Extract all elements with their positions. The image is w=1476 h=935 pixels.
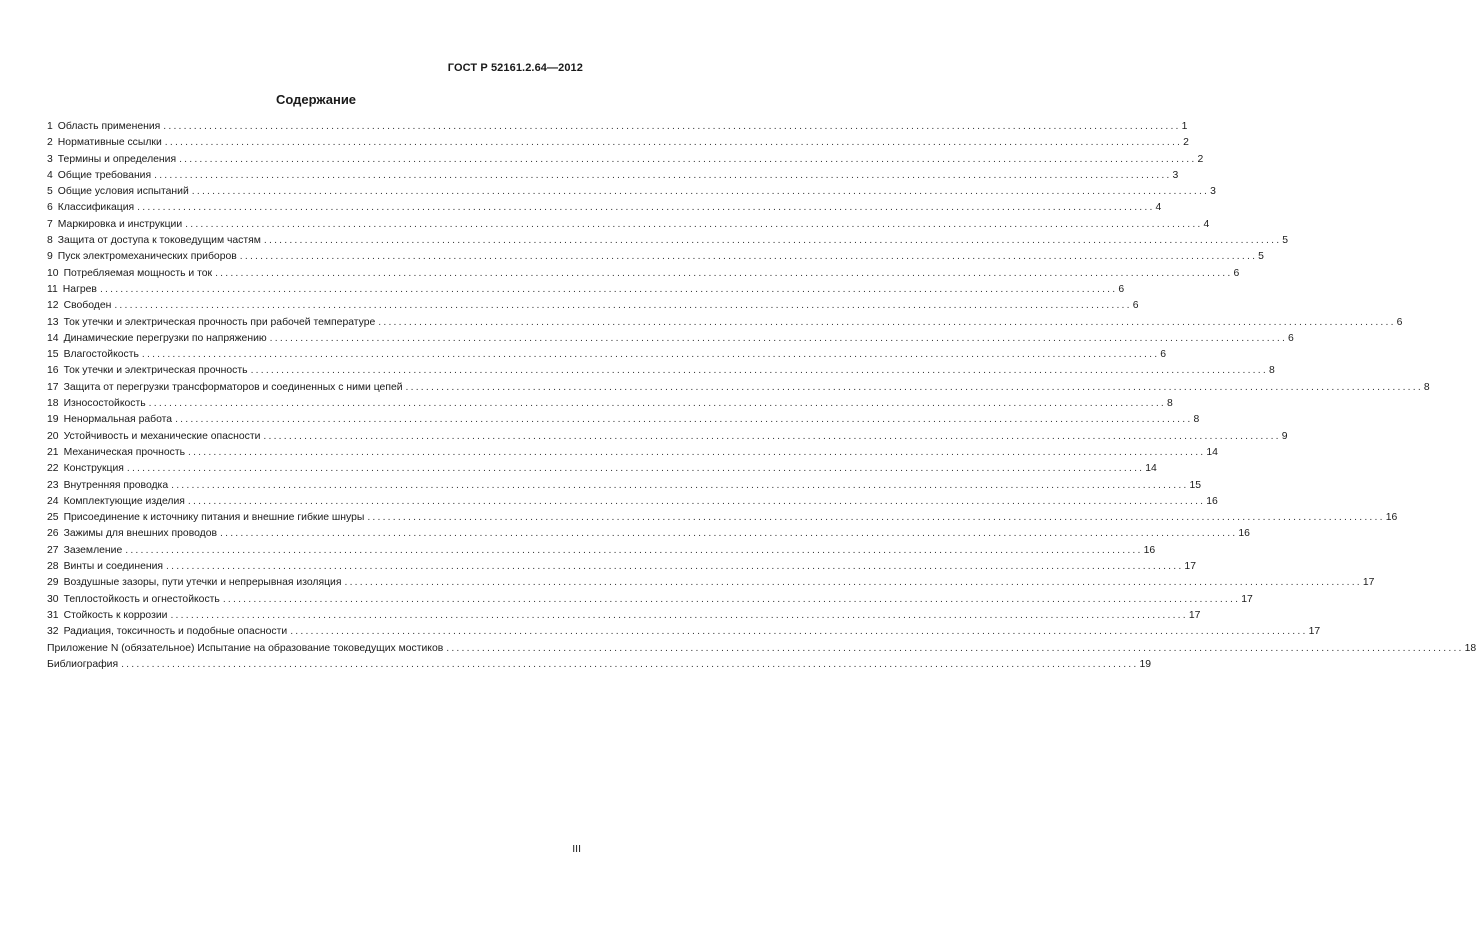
toc-list xyxy=(47,119,1476,673)
toc-entry-page: 8 xyxy=(1167,398,1173,410)
toc-entry[interactable] xyxy=(47,494,1218,510)
toc-entry-number: 17 xyxy=(47,381,59,393)
toc-entry-label: Общие требования xyxy=(57,169,152,181)
toc-entry[interactable] xyxy=(47,608,1201,624)
toc-entry-label: Механическая прочность xyxy=(63,446,185,458)
toc-leader-dots: ........................................................................................................................................................................................................ xyxy=(121,658,1139,670)
toc-entry-page: 6 xyxy=(1288,332,1294,344)
toc-leader-dots: ........................................................................................................................................................................................................ xyxy=(290,626,1308,638)
toc-entry-page: 2 xyxy=(1197,153,1204,165)
toc-leader-dots: ........................................................................................................................................................................................................ xyxy=(187,495,1206,507)
toc-entry-label: Маркировка и инструкции xyxy=(57,218,183,230)
toc-entry[interactable] xyxy=(47,412,1200,428)
toc-leader-dots: ........................................................................................................................................................................................................ xyxy=(185,218,1203,230)
toc-entry-page: 4 xyxy=(1155,202,1162,214)
toc-entry-number: 3 xyxy=(47,153,53,165)
toc-entry-label: Присоединение к источнику питания и внешние гибкие шнуры xyxy=(63,512,365,524)
toc-entry[interactable] xyxy=(47,461,1157,477)
toc-entry-number: 16 xyxy=(47,365,59,377)
toc-leader-dots: ........................................................................................................................................................................................................ xyxy=(163,121,1181,132)
toc-entry-number: 7 xyxy=(47,218,53,230)
toc-entry[interactable] xyxy=(47,657,1152,673)
toc-entry-page: 3 xyxy=(1210,186,1216,198)
toc-entry[interactable] xyxy=(47,526,1250,542)
toc-entry-number: 29 xyxy=(47,577,59,589)
toc-entry-label: Комплектующие изделия xyxy=(63,495,185,507)
toc-entry-number: 15 xyxy=(47,349,59,361)
toc-entry-page: 5 xyxy=(1282,235,1289,247)
toc-entry[interactable] xyxy=(47,575,1375,591)
toc-leader-dots: ........................................................................................................................................................................................................ xyxy=(263,430,1281,442)
toc-leader-dots: ........................................................................................................................................................................................................ xyxy=(378,316,1396,328)
toc-entry-page: 6 xyxy=(1160,349,1167,361)
toc-leader-dots: ........................................................................................................................................................................................................ xyxy=(367,512,1385,524)
toc-leader-dots: ........................................................................................................................................................................................................ xyxy=(137,202,1155,214)
toc-entry[interactable] xyxy=(47,641,1476,657)
toc-entry-number: 1 xyxy=(47,121,53,132)
toc-leader-dots: ........................................................................................................................................................................................................ xyxy=(125,544,1143,556)
toc-entry-number: 28 xyxy=(47,561,59,573)
toc-entry-page: 5 xyxy=(1258,251,1264,263)
toc-entry-number: 23 xyxy=(47,479,59,491)
toc-entry-number: 32 xyxy=(47,626,59,638)
toc-entry[interactable] xyxy=(47,559,1196,575)
toc-entry-label: Воздушные зазоры, пути утечки и непрерывная изоляция xyxy=(63,577,342,589)
toc-entry-label: Ток утечки и электрическая прочность при рабочей температуре xyxy=(63,316,376,328)
toc-entry[interactable] xyxy=(47,184,1216,200)
toc-entry-label: Свободен xyxy=(63,300,112,312)
toc-entry-label: Термины и определения xyxy=(57,153,177,165)
toc-entry[interactable] xyxy=(47,298,1139,314)
toc-entry-label: Конструкция xyxy=(63,463,124,475)
toc-entry[interactable] xyxy=(47,135,1189,151)
toc-entry[interactable] xyxy=(47,282,1125,298)
toc-entry-label: Радиация, токсичность и подобные опасности xyxy=(63,626,288,638)
toc-entry[interactable] xyxy=(47,380,1430,396)
toc-leader-dots: ........................................................................................................................................................................................................ xyxy=(148,398,1167,410)
toc-entry-label: Защита от перегрузки трансформаторов и соединенных с ними цепей xyxy=(63,381,403,393)
toc-entry-label: Теплостойкость и огнестойкость xyxy=(63,593,220,605)
toc-leader-dots: ........................................................................................................................................................................................................ xyxy=(99,283,1118,295)
toc-leader-dots: ........................................................................................................................................................................................................ xyxy=(215,267,1233,279)
toc-entry-page: 6 xyxy=(1233,267,1240,279)
toc-entry-page: 16 xyxy=(1206,495,1218,507)
toc-entry-label: Приложение N (обязательное) Испытание на образование токоведущих мостиков xyxy=(47,642,444,654)
toc-entry[interactable] xyxy=(47,217,1210,233)
toc-entry-page: 18 xyxy=(1464,642,1476,654)
toc-entry-label: Защита от доступа к токоведущим частям xyxy=(57,235,261,247)
toc-entry-page: 15 xyxy=(1189,479,1202,491)
toc-entry-label: Ненормальная работа xyxy=(63,414,173,426)
toc-entry-page: 17 xyxy=(1241,593,1253,605)
toc-leader-dots: ........................................................................................................................................................................................................ xyxy=(175,414,1193,426)
toc-entry-page: 6 xyxy=(1132,300,1139,312)
standard-code: ГОСТ Р 52161.2.64—2012 xyxy=(447,62,583,74)
toc-entry-page: 17 xyxy=(1308,626,1321,638)
toc-entry[interactable] xyxy=(47,347,1167,363)
page-number: III xyxy=(572,843,581,855)
toc-entry-page: 8 xyxy=(1268,365,1275,377)
toc-entry-label: Ток утечки и электрическая прочность xyxy=(63,365,248,377)
toc-entry[interactable] xyxy=(47,152,1204,168)
toc-leader-dots: ........................................................................................................................................................................................................ xyxy=(188,446,1206,458)
toc-entry-number: 30 xyxy=(47,593,59,605)
toc-entry-label: Нагрев xyxy=(62,283,97,295)
toc-entry-number: 31 xyxy=(47,609,59,621)
toc-entry-page: 17 xyxy=(1184,561,1196,573)
toc-entry-page: 14 xyxy=(1206,446,1218,458)
toc-leader-dots: ........................................................................................................................................................................................................ xyxy=(170,609,1188,621)
toc-entry-page: 16 xyxy=(1143,544,1156,556)
toc-entry-number: 25 xyxy=(47,512,59,524)
toc-entry[interactable] xyxy=(47,119,1188,135)
toc-entry[interactable] xyxy=(47,396,1173,412)
toc-entry-number: 11 xyxy=(47,283,58,295)
toc-leader-dots: ........................................................................................................................................................................................................ xyxy=(166,561,1184,573)
toc-entry-label: Износостойкость xyxy=(63,398,146,410)
toc-entry-label: Стойкость к коррозии xyxy=(63,609,168,621)
toc-leader-dots: ........................................................................................................................................................................................................ xyxy=(250,365,1268,377)
toc-leader-dots: ........................................................................................................................................................................................................ xyxy=(263,235,1282,247)
toc-leader-dots: ........................................................................................................................................................................................................ xyxy=(220,528,1238,540)
toc-entry-page: 4 xyxy=(1203,218,1210,230)
toc-entry-page: 8 xyxy=(1193,414,1200,426)
toc-entry[interactable] xyxy=(47,249,1264,265)
toc-leader-dots: ........................................................................................................................................................................................................ xyxy=(179,153,1197,165)
toc-entry[interactable] xyxy=(47,478,1202,494)
toc-entry-number: 4 xyxy=(47,169,53,181)
toc-entry[interactable] xyxy=(47,510,1398,526)
toc-entry[interactable] xyxy=(47,315,1403,331)
toc-entry-label: Библиография xyxy=(47,658,119,670)
toc-leader-dots: ........................................................................................................................................................................................................ xyxy=(154,169,1172,181)
toc-entry-page: 8 xyxy=(1423,381,1430,393)
toc-entry-page: 1 xyxy=(1181,121,1188,132)
toc-entry-number: 12 xyxy=(47,300,59,312)
toc-entry-page: 16 xyxy=(1238,528,1250,540)
toc-leader-dots: ........................................................................................................................................................................................................ xyxy=(239,251,1258,263)
toc-entry-page: 9 xyxy=(1281,430,1288,442)
toc-entry-number: 14 xyxy=(47,332,59,344)
toc-entry[interactable] xyxy=(47,429,1288,445)
toc-entry[interactable] xyxy=(47,543,1156,559)
toc-entry-number: 2 xyxy=(47,137,53,149)
toc-entry[interactable] xyxy=(47,233,1289,249)
toc-entry-number: 24 xyxy=(47,495,59,507)
toc-entry-label: Пуск электромеханических приборов xyxy=(57,251,237,263)
toc-entry-page: 19 xyxy=(1139,658,1152,670)
toc-entry-page: 6 xyxy=(1396,316,1403,328)
toc-leader-dots: ........................................................................................................................................................................................................ xyxy=(141,349,1160,361)
toc-entry-label: Влагостойкость xyxy=(63,349,139,361)
toc-entry-label: Винты и соединения xyxy=(63,561,164,573)
toc-entry-number: 21 xyxy=(47,446,59,458)
toc-title: Содержание xyxy=(275,92,357,107)
toc-entry-label: Устойчивость и механические опасности xyxy=(63,430,261,442)
toc-entry-label: Внутренняя проводка xyxy=(63,479,169,491)
toc-leader-dots: ........................................................................................................................................................................................................ xyxy=(269,332,1288,344)
toc-entry-number: 27 xyxy=(47,544,59,556)
toc-leader-dots: ........................................................................................................................................................................................................ xyxy=(344,577,1362,589)
toc-leader-dots: ........................................................................................................................................................................................................ xyxy=(126,463,1145,475)
toc-entry-label: Потребляемая мощность и ток xyxy=(63,267,213,279)
toc-entry-label: Общие условия испытаний xyxy=(57,186,189,198)
toc-leader-dots: ........................................................................................................................................................................................................ xyxy=(164,137,1183,149)
toc-leader-dots: ........................................................................................................................................................................................................ xyxy=(405,381,1423,393)
toc-entry-number: 9 xyxy=(47,251,53,263)
toc-entry-number: 5 xyxy=(47,186,53,198)
toc-leader-dots: ........................................................................................................................................................................................................ xyxy=(446,642,1464,654)
toc-entry-number: 26 xyxy=(47,528,59,540)
toc-entry-number: 20 xyxy=(47,430,59,442)
toc-entry-number: 6 xyxy=(47,202,53,214)
toc-entry-page: 3 xyxy=(1172,169,1179,181)
toc-entry[interactable] xyxy=(47,624,1321,640)
toc-entry-page: 17 xyxy=(1188,609,1201,621)
toc-entry[interactable] xyxy=(47,331,1294,347)
toc-entry[interactable] xyxy=(47,445,1218,461)
toc-entry[interactable] xyxy=(47,200,1162,216)
toc-leader-dots: ........................................................................................................................................................................................................ xyxy=(171,479,1189,491)
toc-entry-page: 16 xyxy=(1385,512,1398,524)
toc-entry-number: 8 xyxy=(47,235,53,247)
toc-entry[interactable] xyxy=(47,592,1253,608)
toc-entry-label: Динамические перегрузки по напряжению xyxy=(63,332,267,344)
toc-entry-number: 22 xyxy=(47,463,59,475)
toc-entry-label: Нормативные ссылки xyxy=(57,137,162,149)
toc-entry-page: 6 xyxy=(1118,283,1125,295)
toc-leader-dots: ........................................................................................................................................................................................................ xyxy=(114,300,1132,312)
toc-entry-number: 10 xyxy=(47,267,59,279)
toc-entry-page: 14 xyxy=(1145,463,1157,475)
toc-entry[interactable] xyxy=(47,363,1275,379)
toc-entry-page: 17 xyxy=(1362,577,1375,589)
toc-entry[interactable] xyxy=(47,168,1179,184)
toc-entry-number: 19 xyxy=(47,414,59,426)
toc-entry-page: 2 xyxy=(1183,137,1189,149)
toc-entry[interactable] xyxy=(47,266,1240,282)
toc-entry-label: Область применения xyxy=(57,121,161,132)
toc-entry-label: Зажимы для внешних проводов xyxy=(63,528,218,540)
toc-entry-number: 13 xyxy=(47,316,59,328)
toc-entry-number: 18 xyxy=(47,398,59,410)
toc-leader-dots: ........................................................................................................................................................................................................ xyxy=(222,593,1241,605)
toc-leader-dots: ........................................................................................................................................................................................................ xyxy=(191,186,1210,198)
toc-entry-label: Заземление xyxy=(63,544,123,556)
toc-entry-label: Классификация xyxy=(57,202,135,214)
